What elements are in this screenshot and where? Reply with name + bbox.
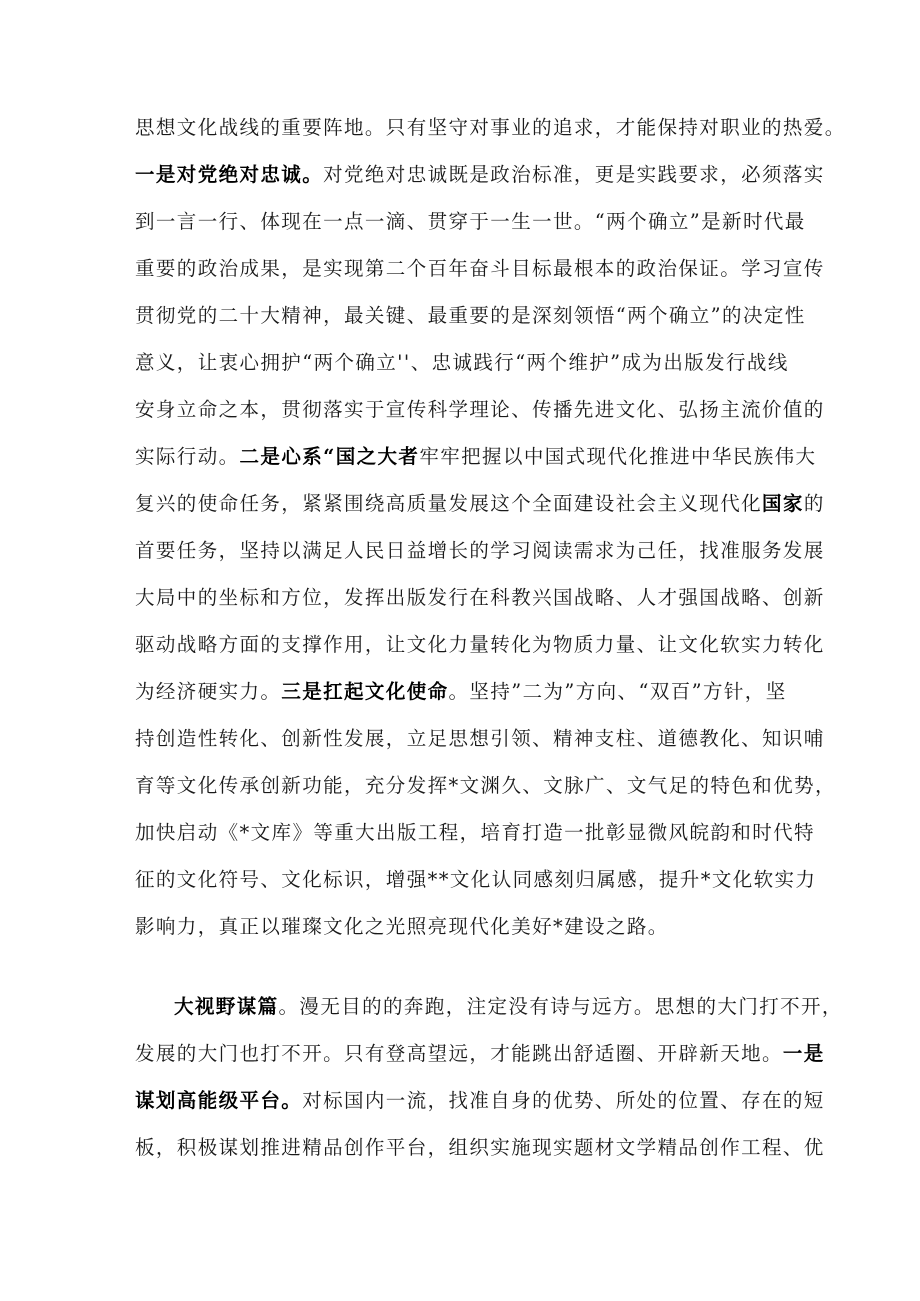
text-line-15 xyxy=(135,771,836,801)
text-run: 对党绝对忠诚既是政治标准，更是实践要求，必须落实 xyxy=(323,163,825,186)
bold-heading-run: 三是扛起文化使命 xyxy=(281,680,449,703)
text-run: 重要的政治成果，是实现第二个百年奋斗目标最根本的政治保证。学习宣传 xyxy=(135,257,825,280)
text-line-11 xyxy=(135,583,825,613)
text-line-1 xyxy=(135,113,846,143)
text-run: 板，积极谋划推进精品创作平台，组织实施现实题材文学精品创作工程、优 xyxy=(135,1136,825,1159)
text-run: 贯彻党的二十大精神，最关键、最重要的是深刻领悟“两个确立”的决定性 xyxy=(135,304,806,327)
text-line-20 xyxy=(135,1039,825,1069)
text-line-7 xyxy=(135,395,825,425)
text-run: 发展的大门也打不开。只有登高望远，才能跳出舒适圈、开辟新天地。 xyxy=(135,1042,783,1065)
text-run: 首要任务，坚持以满足人民日益增长的学习阅读需求为己任，找准服务发展 xyxy=(135,539,825,562)
text-run: 牢牢把握以中国式现代化推进中华民族伟大 xyxy=(419,445,817,468)
bold-heading-run: 二是心系“国之大者 xyxy=(239,445,420,468)
text-line-2 xyxy=(135,160,825,190)
text-run: 。坚持”二为”方向、“双百”方针，坚 xyxy=(448,680,787,703)
text-run: 到一言一行、体现在一点一滴、贯穿于一生一世。“两个确立”是新时代最 xyxy=(135,210,806,233)
text-run: 影响力，真正以璀璨文化之光照亮现代化美好*建设之路。 xyxy=(135,915,669,938)
text-line-14 xyxy=(135,724,825,754)
text-run: 驱动战略方面的支撑作用，让文化力量转化为物质力量、让文化软实力转化 xyxy=(135,633,825,656)
text-line-9 xyxy=(135,489,825,519)
text-run: 。漫无目的的奔跑，注定没有诗与远方。思想的大门打不开， xyxy=(278,995,843,1018)
text-line-19 xyxy=(174,992,843,1022)
bold-heading-run: 大视野谋篇 xyxy=(174,995,279,1018)
text-run: 的 xyxy=(803,492,825,515)
text-run: 加快启动《*文库》等重大出版工程，培育打造一批彰显微风皖韵和时代特 xyxy=(135,821,815,844)
text-run: 意义，让衷心拥护“两个确立''、忠诚践行“两个维护”成为出版发行战线 xyxy=(135,351,789,374)
bold-heading-run: 国家 xyxy=(762,492,804,515)
text-line-21 xyxy=(135,1086,825,1116)
text-run: 育等文化传承创新功能，充分发挥*文渊久、文脉广、文气足的特色和优势， xyxy=(135,774,836,797)
text-run: 持创造性转化、创新性发展，立足思想引领、精神支柱、道德教化、知识哺 xyxy=(135,727,825,750)
text-line-22 xyxy=(135,1133,825,1163)
text-line-4 xyxy=(135,254,825,284)
text-line-5 xyxy=(135,301,806,331)
text-run: 对标国内一流，找准自身的优势、所处的位置、存在的短 xyxy=(302,1089,825,1112)
text-run: 大局中的坐标和方位，发挥出版发行在科教兴国战略、人才强国战略、创新 xyxy=(135,586,825,609)
text-run: 为经济硬实力。 xyxy=(135,680,282,703)
text-run: 实际行动。 xyxy=(135,445,240,468)
text-line-12 xyxy=(135,630,825,660)
text-line-13 xyxy=(135,677,795,707)
text-line-8 xyxy=(135,442,817,472)
text-line-6 xyxy=(135,348,795,378)
text-line-3 xyxy=(135,207,806,237)
text-line-16 xyxy=(135,818,815,848)
text-run: 征的文化符号、文化标识，增强**文化认同感刻归属感，提升*文化软实力 xyxy=(135,868,817,891)
text-run: 安身立命之本，贯彻落实于宣传科学理论、传播先进文化、弘扬主流价值的 xyxy=(135,398,825,421)
text-run: 思想文化战线的重要阵地。只有坚守对事业的追求，才能保持对职业的热爱。 xyxy=(135,116,846,139)
text-line-18 xyxy=(135,912,795,942)
text-run: 复兴的使命任务，紧紧围绕高质量发展这个全面建设社会主义现代化 xyxy=(135,492,763,515)
bold-heading-run: 谋划高能级平台。 xyxy=(135,1089,303,1112)
text-line-10 xyxy=(135,536,825,566)
bold-heading-run: 一是 xyxy=(782,1042,825,1065)
text-line-17 xyxy=(135,865,817,895)
bold-heading-run: 一是对党绝对忠诚。 xyxy=(135,163,324,186)
